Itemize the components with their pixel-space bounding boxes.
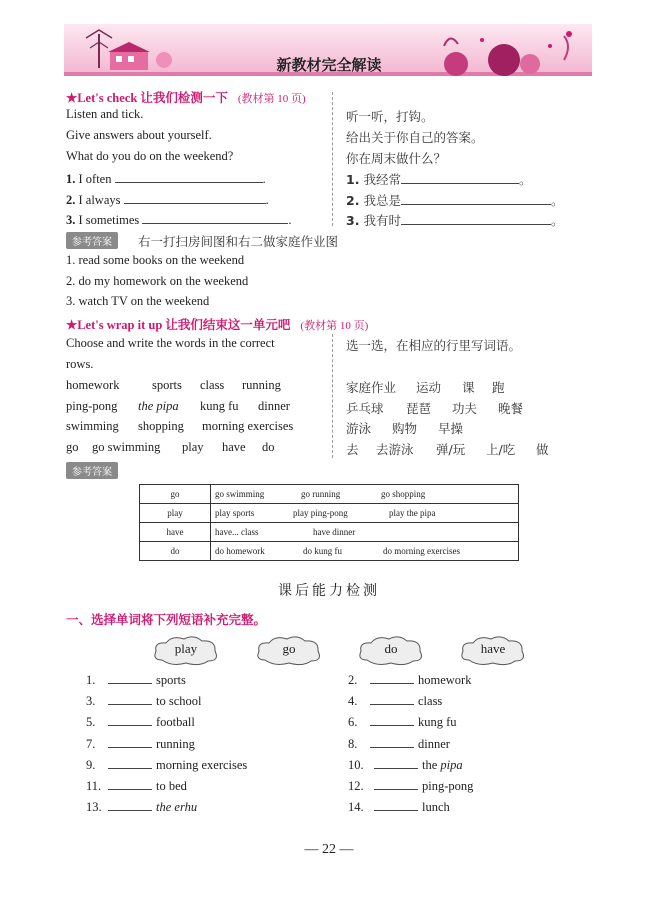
table-row: have have... class have dinner xyxy=(140,523,519,542)
check-instr-1: Listen and tick. xyxy=(66,107,144,121)
exercise-item: 6. kung fu xyxy=(348,715,457,729)
answer-line-2: 2. do my homework on the weekend xyxy=(66,274,249,288)
exercise-item: 14. lunch xyxy=(348,800,450,814)
exercise-item: 11. to bed xyxy=(86,779,187,793)
answer-blank[interactable] xyxy=(108,692,152,705)
exercise-item: 10. the pipa xyxy=(348,758,463,772)
table-row: go go swimming go running go shopping xyxy=(140,485,519,504)
table-row: do do homework do kung fu do morning exercises xyxy=(140,542,519,561)
answer-blank[interactable] xyxy=(370,713,414,726)
check-item-en-2: 2. I always . xyxy=(66,193,269,207)
answer-blank[interactable] xyxy=(124,191,266,204)
answer-blank[interactable] xyxy=(370,735,414,748)
answer-blank[interactable] xyxy=(115,170,263,183)
column-divider-2 xyxy=(332,334,333,458)
word-row-4: go go swimming play have do xyxy=(66,440,275,454)
exercise-item: 13. the erhu xyxy=(86,800,198,814)
word-cloud-go: go xyxy=(255,634,323,668)
answer-blank[interactable] xyxy=(108,671,152,684)
answer-blank[interactable] xyxy=(374,777,418,790)
check-instr-zh-2: 给出关于你自己的答案。 xyxy=(346,130,484,145)
wrap-heading xyxy=(66,315,368,334)
check-item-en-1: 1. I often . xyxy=(66,172,266,186)
check-item-en-3: 3. I sometimes . xyxy=(66,213,292,227)
exercise-item: 9. morning exercises xyxy=(86,758,248,772)
exercise-item: 2. homework xyxy=(348,673,472,687)
answer-line-1: 1. read some books on the weekend xyxy=(66,253,245,267)
exercise-item: 12. ping-pong xyxy=(348,779,474,793)
answer-blank[interactable] xyxy=(108,798,152,811)
answer-blank[interactable] xyxy=(401,192,551,205)
word-cloud-do: do xyxy=(357,634,425,668)
word-row-zh-2: 乒乓球 琵琶 功夫 晚餐 xyxy=(346,401,524,416)
table-row: play play sports play ping-pong play the pipa xyxy=(140,504,519,523)
answer-blank[interactable] xyxy=(108,777,152,790)
exercise-item: 3. to school xyxy=(86,694,202,708)
word-cloud-have: have xyxy=(459,634,527,668)
answer-blank[interactable] xyxy=(108,735,152,748)
answer-key-badge: 参考答案 xyxy=(66,232,118,249)
exercise-item: 4. class xyxy=(348,694,443,708)
answer-table xyxy=(139,484,519,561)
word-row-zh-3: 游泳 购物 早操 xyxy=(346,421,464,436)
check-instr-3: What do you do on the weekend? xyxy=(66,149,234,163)
answer-blank[interactable] xyxy=(401,171,519,184)
check-item-zh-3: 3. 我有时 。 xyxy=(346,213,564,228)
answer-blank[interactable] xyxy=(374,798,418,811)
word-row-1: homework sports class running xyxy=(66,378,281,392)
exercise-item: 7. running xyxy=(86,737,195,751)
after-class-title: 课后能力检测 xyxy=(278,583,380,599)
header-banner xyxy=(64,16,592,82)
check-instr-2: Give answers about yourself. xyxy=(66,128,212,142)
wrap-page-ref: (教材第 10 页) xyxy=(300,320,369,332)
answer-blank[interactable] xyxy=(401,212,551,225)
answer-blank[interactable] xyxy=(370,671,414,684)
answer-key-badge-2: 参考答案 xyxy=(66,462,118,479)
word-row-2: ping-pong the pipa kung fu dinner xyxy=(66,399,290,413)
page-header-title: 新教材完全解读 xyxy=(276,56,382,74)
page-number: — 22 — xyxy=(304,842,354,857)
answer-line-3: 3. watch TV on the weekend xyxy=(66,294,210,308)
check-heading xyxy=(66,88,306,107)
wrap-instr-2: rows. xyxy=(66,357,94,371)
check-instr-zh-1: 听一听，打钩。 xyxy=(346,109,434,124)
answer-key-intro: 右一打扫房间图和右二做家庭作业图 xyxy=(138,234,339,249)
wrap-instr-1: Choose and write the words in the correct xyxy=(66,336,275,350)
check-page-ref: (教材第 10 页) xyxy=(237,93,306,105)
answer-blank[interactable] xyxy=(370,692,414,705)
word-row-zh-1: 家庭作业 运动 课 跑 xyxy=(346,380,505,395)
exercise-item: 8. dinner xyxy=(348,737,450,751)
answer-blank[interactable] xyxy=(108,756,152,769)
check-instr-zh-3: 你在周末做什么？ xyxy=(346,151,447,166)
answer-blank[interactable] xyxy=(374,756,418,769)
word-row-zh-4: 去 去游泳 弹/玩 上/吃 做 xyxy=(346,442,549,457)
answer-blank[interactable] xyxy=(142,211,288,224)
wrap-heading-text: ★Let's wrap it up 让我们结束这一单元吧 xyxy=(66,318,291,332)
exercise-item: 1. sports xyxy=(86,673,186,687)
word-cloud-play: play xyxy=(152,634,220,668)
check-heading-text: ★Let's check 让我们检测一下 xyxy=(66,91,228,105)
check-item-zh-2: 2. 我总是 。 xyxy=(346,193,564,208)
check-item-zh-1: 1. 我经常 。 xyxy=(346,172,532,187)
column-divider xyxy=(332,92,333,226)
answer-blank[interactable] xyxy=(108,713,152,726)
exercise-instruction: 一、选择单词将下列短语补充完整。 xyxy=(66,612,267,627)
wrap-instr-zh: 选一选，在相应的行里写词语。 xyxy=(346,338,522,353)
word-row-3: swimming shopping morning exercises xyxy=(66,419,294,433)
exercise-item: 5. football xyxy=(86,715,195,729)
